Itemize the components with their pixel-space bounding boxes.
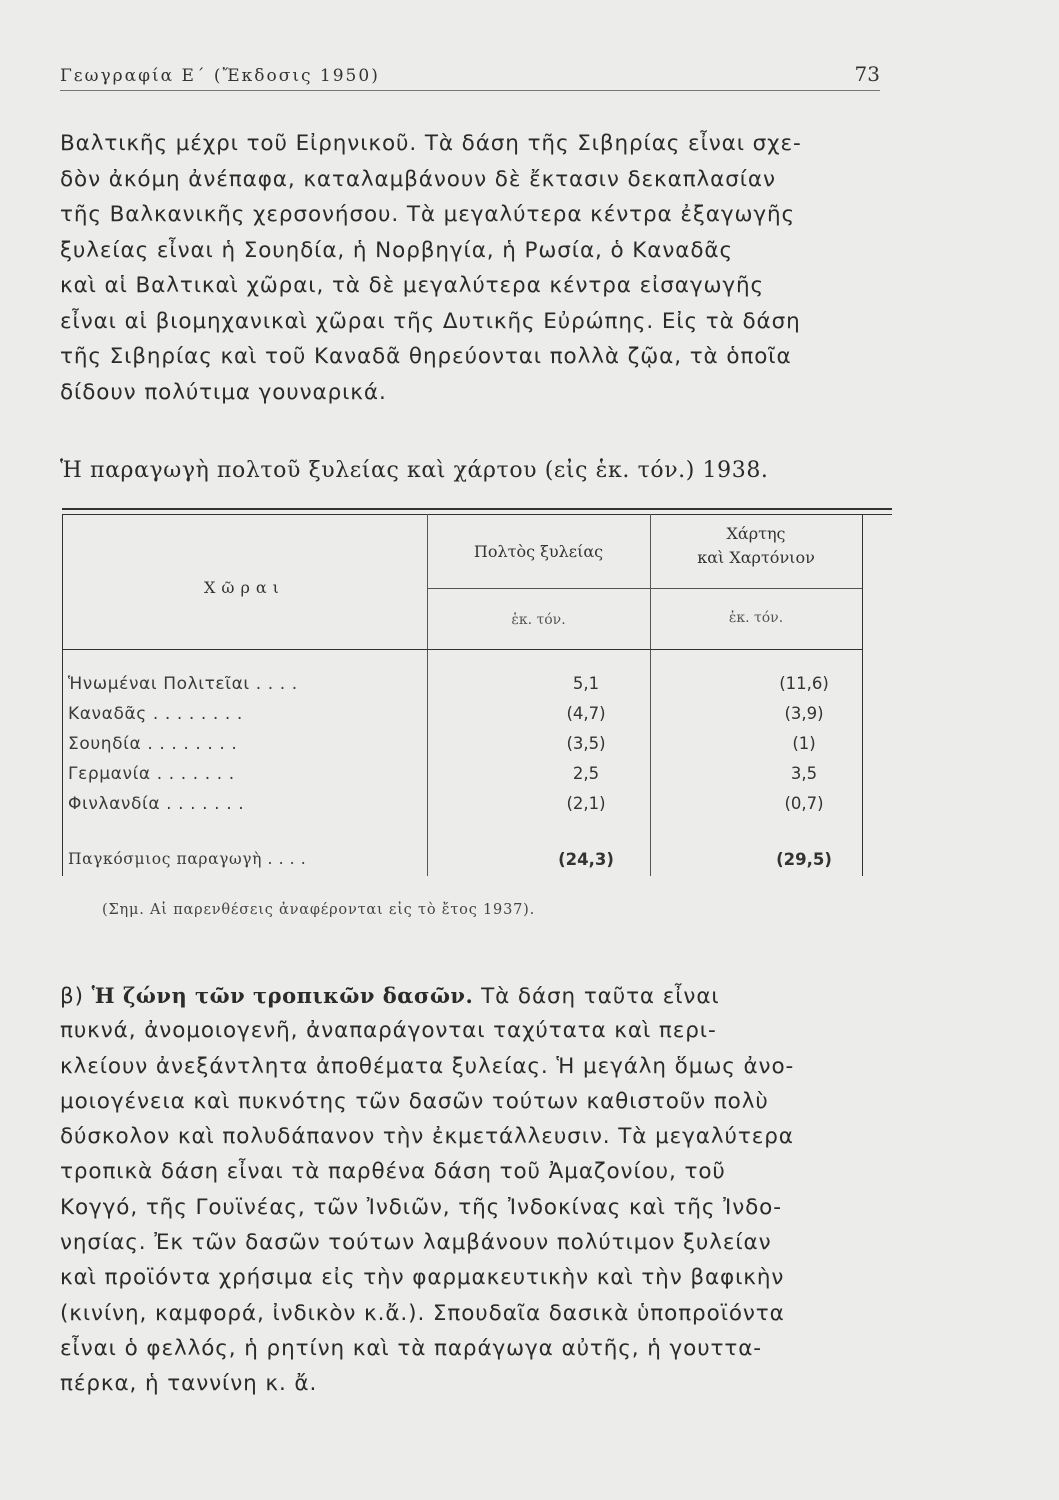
text-line: καὶ αἱ Βαλτικαὶ χῶραι, τὰ δὲ μεγαλύτερα κέντρα εἰσαγωγῆς bbox=[60, 273, 765, 298]
paragraph-tropical-forests bbox=[60, 978, 890, 1402]
total-pulp-value: (24,3) bbox=[558, 850, 614, 869]
text-line: ξυλείας εἶναι ἡ Σουηδία, ἡ Νορβηγία, ἡ Ρωσία, ὁ Καναδᾶς bbox=[60, 237, 733, 263]
total-paper-value: (29,5) bbox=[776, 850, 832, 869]
column-header-countries: Χῶραι bbox=[204, 578, 285, 597]
header-subrule bbox=[427, 588, 862, 589]
country-name: Φινλανδία . . . . . . . bbox=[68, 794, 245, 814]
pulp-value: (4,7) bbox=[566, 704, 606, 723]
text-line: δὸν ἀκόμη ἀνέπαφα, καταλαμβάνουν δὲ ἔκτασιν δεκαπλασίαν bbox=[60, 166, 776, 192]
table-title: Ἡ παραγωγὴ πολτοῦ ξυλείας καὶ χάρτου (εἰς ἑκ. τόν.) 1938. bbox=[60, 458, 769, 483]
country-name: Καναδᾶς . . . . . . . . bbox=[68, 704, 243, 724]
unit-label-paper: ἑκ. τόν. bbox=[728, 610, 784, 626]
text-line: εἶναι αἱ βιομηχανικαὶ χῶραι τῆς Δυτικῆς Εὐρώπης. Εἰς τὰ δάση bbox=[60, 308, 801, 334]
section-label: β) bbox=[60, 984, 84, 1009]
header-bottom-rule bbox=[62, 649, 862, 650]
text-line: πέρκα, ἡ ταννίνη κ. ἄ. bbox=[60, 1371, 318, 1397]
paper-value: (1) bbox=[792, 734, 816, 753]
country-name: Γερμανία . . . . . . . bbox=[68, 764, 235, 784]
paper-value: (3,9) bbox=[784, 704, 824, 723]
table-row bbox=[62, 764, 892, 788]
text-line: τῆς Βαλκανικῆς χερσονήσου. Τὰ μεγαλύτερα κέντρα ἐξαγωγῆς bbox=[60, 202, 796, 227]
table-footnote: (Σημ. Αἱ παρενθέσεις ἀναφέρονται εἰς τὸ ἔτος 1937). bbox=[102, 902, 536, 918]
country-name: Ἡνωμέναι Πολιτεῖαι . . . . bbox=[68, 674, 298, 694]
text-line: τροπικὰ δάση εἶναι τὰ παρθένα δάση τοῦ Ἀμαζονίου, τοῦ bbox=[60, 1159, 726, 1185]
paper-value: 3,5 bbox=[790, 764, 818, 783]
text-line: Κογγό, τῆς Γουϊνέας, τῶν Ἰνδιῶν, τῆς Ἰνδοκίνας καὶ τῆς Ἰνδο- bbox=[60, 1194, 782, 1220]
page-number: 73 bbox=[854, 62, 880, 86]
column-header-pulp: Πολτὸς ξυλείας bbox=[473, 542, 604, 561]
running-header-title: Γεωγραφία Ε΄ (Ἔκδοσις 1950) bbox=[60, 66, 380, 86]
pulp-value: 5,1 bbox=[572, 674, 600, 693]
unit-label-pulp: ἑκ. τόν. bbox=[511, 612, 566, 628]
column-header-paper-line1: Χάρτης bbox=[726, 524, 786, 543]
paper-value: (0,7) bbox=[784, 794, 824, 813]
section-heading: Ἡ ζώνη τῶν τροπικῶν δασῶν. bbox=[91, 983, 474, 1008]
total-label: Παγκόσμιος παραγωγὴ . . . . bbox=[68, 850, 307, 868]
pulp-value: (2,1) bbox=[566, 794, 606, 813]
text-line bbox=[60, 978, 890, 1013]
table-total-row bbox=[62, 850, 892, 874]
text-line: μοιογένεια καὶ πυκνότης τῶν δασῶν τούτων καθιστοῦν πολὺ bbox=[60, 1088, 769, 1114]
pulp-value: 2,5 bbox=[572, 764, 600, 783]
column-header-paper-line2: καὶ Χαρτόνιον bbox=[697, 548, 815, 567]
first-line-text: Τὰ δάση ταῦτα εἶναι bbox=[481, 984, 720, 1009]
table-row bbox=[62, 794, 892, 818]
table-row bbox=[62, 734, 892, 758]
text-line: εἶναι ὁ φελλός, ἡ ρητίνη καὶ τὰ παράγωγα αὐτῆς, ἡ γουττα- bbox=[60, 1335, 762, 1361]
country-name: Σουηδία . . . . . . . . bbox=[68, 734, 238, 754]
text-line: δύσκολον καὶ πολυδάπανον τὴν ἐκμετάλλευσιν. Τὰ μεγαλύτερα bbox=[60, 1124, 794, 1150]
paragraph-siberia-forests bbox=[60, 126, 890, 410]
table-row bbox=[62, 674, 892, 698]
text-line: πυκνά, ἀνομοιογενῆ, ἀναπαράγονται ταχύτατα καὶ περι- bbox=[60, 1018, 717, 1044]
table-top-rule bbox=[62, 508, 892, 510]
production-table bbox=[62, 508, 892, 898]
text-line: καὶ προϊόντα χρήσιμα εἰς τὴν φαρμακευτικὴν καὶ τὴν βαφικὴν bbox=[60, 1265, 785, 1291]
running-header bbox=[60, 60, 880, 91]
text-line: νησίας. Ἐκ τῶν δασῶν τούτων λαμβάνουν πολύτιμον ξυλείαν bbox=[60, 1230, 772, 1256]
table-row bbox=[62, 704, 892, 728]
paper-value: (11,6) bbox=[779, 674, 829, 693]
pulp-value: (3,5) bbox=[566, 734, 606, 753]
text-line: δίδουν πολύτιμα γουναρικά. bbox=[60, 379, 387, 405]
table-top-rule-thin bbox=[62, 514, 892, 515]
text-line: (κινίνη, καμφορά, ἰνδικὸν κ.ἄ.). Σπουδαῖα δασικὰ ὑποπροϊόντα bbox=[60, 1300, 785, 1326]
text-line: τῆς Σιβηρίας καὶ τοῦ Καναδᾶ θηρεύονται πολλὰ ζῷα, τὰ ὁποῖα bbox=[60, 344, 792, 369]
text-line: κλείουν ἀνεξάντλητα ἀποθέματα ξυλείας. Ἡ μεγάλη ὅμως ἀνο- bbox=[60, 1053, 795, 1079]
text-line: Βαλτικῆς μέχρι τοῦ Εἰρηνικοῦ. Τὰ δάση τῆς Σιβηρίας εἶναι σχε- bbox=[60, 131, 802, 156]
